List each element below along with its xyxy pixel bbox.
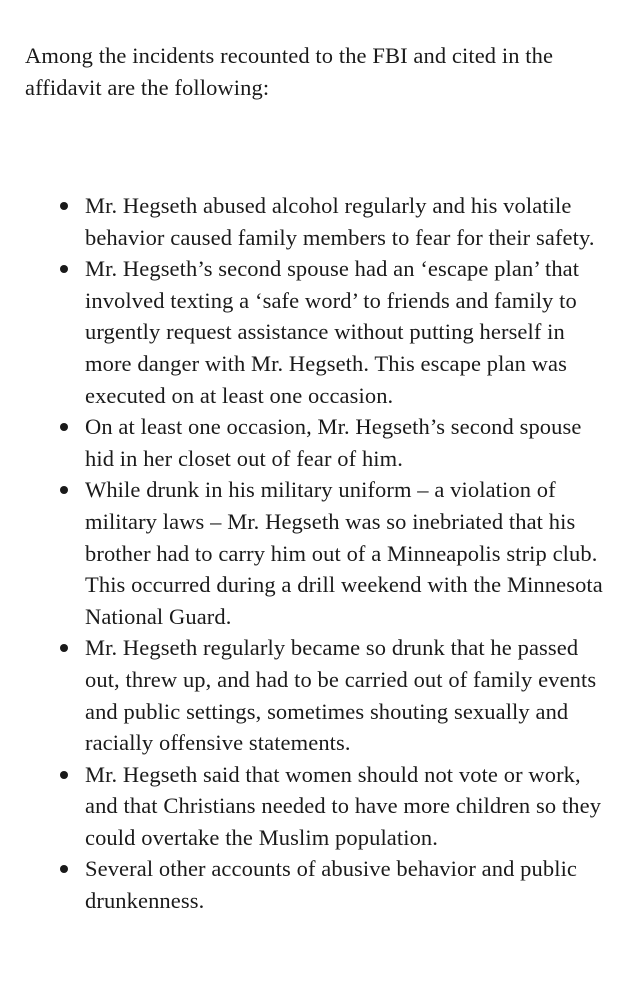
bullet-icon [60,865,68,873]
intro-paragraph: Among the incidents recounted to the FBI and cited in the affidavit are the following: [25,43,554,100]
list-item-text: While drunk in his military uniform – a violation of military laws – Mr. Hegseth was so inebriated that his brother had to carry him out of a Minneapolis strip club. This occurred during a drill weekend with the Minnesota National Guard. [85,477,603,629]
list-item-text: Several other accounts of abusive behavior and public drunkenness. [85,856,578,914]
list-item [25,759,609,854]
list-item [25,474,609,632]
list-item-text: Mr. Hegseth’s second spouse had an ‘escape plan’ that involved texting a ‘safe word’ to friends and family to urgently request assistance without putting herself in more danger with Mr. Hegseth. This escape plan was executed on at least one occasion. [85,256,580,408]
list-item [25,853,609,916]
list-item-text: Mr. Hegseth regularly became so drunk that he passed out, threw up, and had to be carried out of family events and public settings, sometimes shouting sexually and racially offensive statements. [85,635,597,756]
bullet-icon [60,771,68,779]
incident-list [25,190,609,917]
list-item-text: On at least one occasion, Mr. Hegseth’s second spouse hid in her closet out of fear of him. [85,414,582,471]
bullet-icon [60,486,68,494]
list-item [25,411,609,474]
list-item [25,632,609,758]
list-item-text: Mr. Hegseth said that women should not vote or work, and that Christians needed to have more children so they could overtake the Muslim population. [85,761,602,850]
bullet-icon [60,265,68,273]
bullet-icon [60,423,68,431]
list-item-text: Mr. Hegseth abused alcohol regularly and his volatile behavior caused family members to fear for their safety. [85,193,595,250]
list-item [25,190,609,253]
bullet-icon [60,202,68,210]
bullet-icon [60,644,68,652]
list-item [25,253,609,411]
